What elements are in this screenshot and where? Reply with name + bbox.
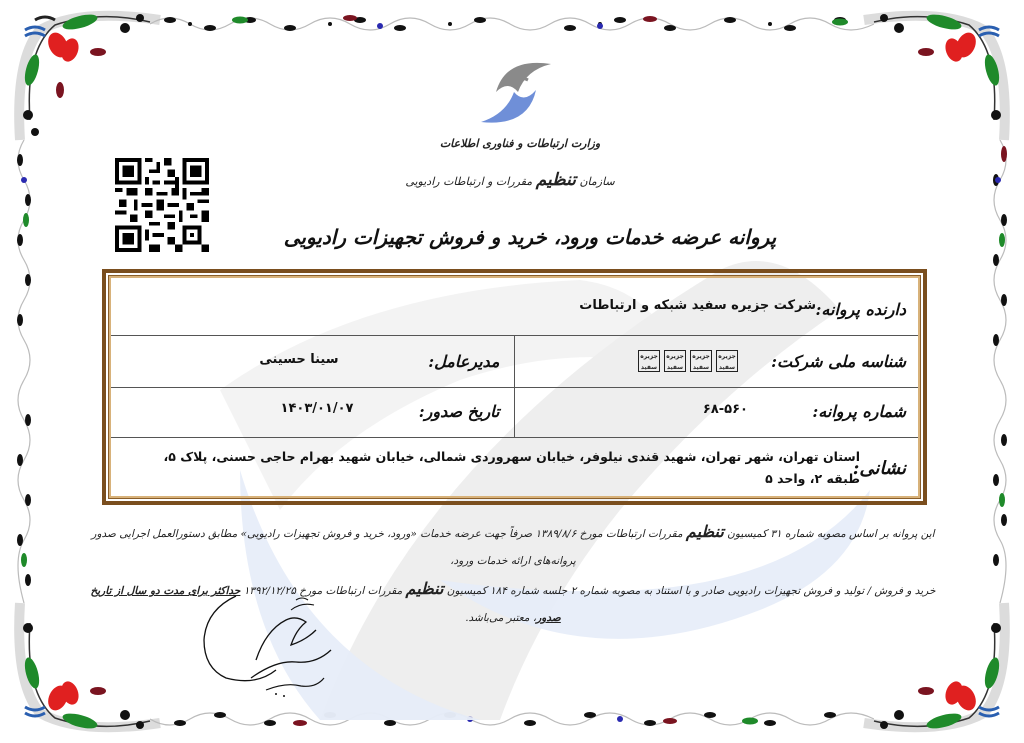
redaction-stamp-icon: جزیره سفید: [716, 350, 738, 372]
floral-border-right-icon: [982, 140, 1018, 603]
row-address: [111, 438, 918, 500]
signature-icon: [196, 590, 346, 700]
org-prefix: سازمان: [579, 175, 615, 188]
issue-date-label: تاریخ صدور:: [418, 402, 500, 421]
redaction-stamp-icon: جزیره سفید: [690, 350, 712, 372]
redaction-stamp-icon: جزیره سفید: [638, 350, 660, 372]
qr-code-icon[interactable]: [112, 158, 212, 252]
row-license-holder: [111, 278, 918, 336]
organization-name: [380, 170, 640, 190]
floral-border-top-icon: [150, 6, 874, 42]
cra-logo-icon: [466, 52, 566, 132]
license-holder-label: دارنده پروانه:: [815, 300, 906, 319]
ceo-value: سینا حسینی: [259, 352, 339, 367]
floral-corner-top-right-icon: [854, 0, 1024, 150]
org-suffix: مقررات و ارتباطات رادیویی: [405, 175, 533, 188]
floral-corner-top-left-icon: [0, 0, 170, 150]
validity-highlight: حداکثر برای مدت دو سال از تاریخ صدور: [90, 585, 561, 624]
license-number-value: ۶۸-۵۶۰: [702, 402, 748, 417]
address-value: استان تهران، شهر تهران، شهید قندی نیلوفر، خیابان سهروردی شمالی، خیابان شهید بهرام حاجی حسنی، پلاک ۵، طبقه ۲، واحد ۵: [163, 449, 860, 486]
license-number-label: شماره پروانه:: [812, 402, 906, 421]
floral-border-left-icon: [6, 140, 42, 603]
certificate-title: پروانه عرضه خدمات ورود، خرید و فروش تجهیزات رادیویی: [283, 225, 777, 249]
org-highlight: تنظیم: [535, 170, 576, 190]
issue-date-value: ۱۴۰۳/۰۱/۰۷: [280, 401, 354, 416]
national-id-redacted: [638, 350, 738, 372]
ceo-label: مدیرعامل:: [428, 352, 500, 371]
license-info-table: [102, 269, 927, 505]
redaction-stamp-icon: جزیره سفید: [664, 350, 686, 372]
row-license-number-date: [111, 388, 918, 438]
ministry-name: وزارت ارتباطات و فناوری اطلاعات: [439, 137, 601, 150]
license-holder-value: شرکت جزیره سفید شبکه و ارتباطات: [579, 298, 816, 313]
footer-line-2: خرید و فروش / تولید و فروش تجهیزات رادیویی صادر و با استناد به مصوبه شماره ۲ جلسه شماره ۱۸۴ کمیسیون تنظیم مقررات ارتباطات مورخ ۱۳۹۲/۱۲/۲۵ حداکثر برای مدت دو سال از تاریخ صدور، معتبر می‌باشد.: [90, 579, 936, 624]
row-national-id-ceo: [111, 336, 918, 388]
national-id-label: شناسه ملی شرکت:: [771, 352, 906, 371]
footer-line-1: این پروانه بر اساس مصوبه شماره ۳۱ کمیسیون تنظیم مقررات ارتباطات مورخ ۱۳۸۹/۸/۶ صرفاً جهت عرضه خدمات «ورود، خرید و فروش تجهیزات رادیویی» مطابق دستورالعمل اجرایی صدور پروانه‌های ارائه خدمات ورود،: [91, 522, 935, 567]
address-label: نشانی:: [852, 458, 906, 479]
